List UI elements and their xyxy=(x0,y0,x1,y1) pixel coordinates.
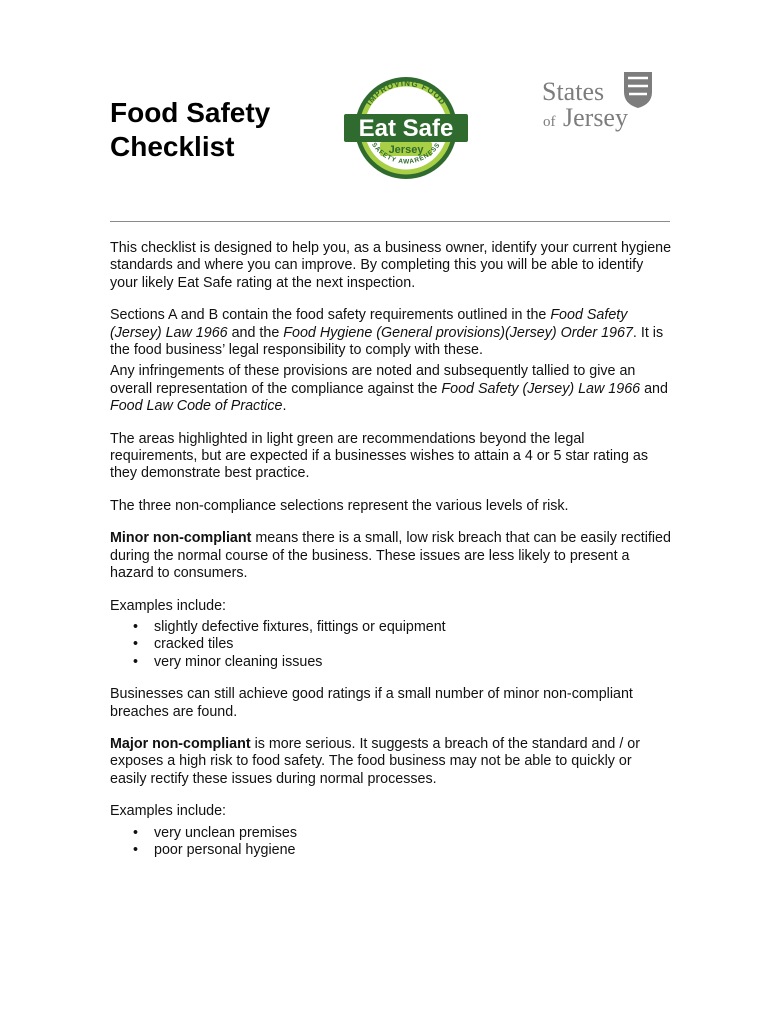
logo-main-text: Eat Safe xyxy=(358,115,454,142)
minor-note-paragraph: Businesses can still achieve good ratings if a small number of minor non-compliant breaches are found. xyxy=(110,686,633,720)
title-line-1: Food Safety xyxy=(110,97,271,128)
sections-paragraph: Sections A and B contain the food safety requirements outlined in the Food Safety (Jersey) Law 1966 and the Food Hygiene (General provisions)(Jersey) Order 1967. It is the food business’ legal responsibility to comply with these. xyxy=(110,307,664,359)
jersey-shield-icon xyxy=(624,72,652,108)
logo-arc-bottom-text: SAFETY AWARENESS xyxy=(370,141,442,166)
states-logo-line-2: Jersey xyxy=(563,103,628,132)
list-item: • very unclean premises xyxy=(133,825,672,842)
logo-sub-text: Jersey xyxy=(388,144,424,156)
order-reference: Food Hygiene (General provisions)(Jersey) Order 1967 xyxy=(283,324,633,341)
body-content xyxy=(110,240,672,874)
highlight-paragraph: The areas highlighted in light green are recommendations beyond the legal requirements, but are expected if a businesses wishes to attain a 4 or 5 star rating as they demonstrate best practice. xyxy=(110,430,649,482)
law-reference: Food Safety (Jersey) Law 1966 xyxy=(441,380,641,397)
examples-label-major: Examples include: xyxy=(110,803,227,820)
list-item: • slightly defective fixtures, fittings or equipment xyxy=(133,619,672,636)
minor-examples-list xyxy=(110,619,672,671)
intro-paragraph: This checklist is designed to help you, as a business owner, identify your current hygiene standards and where you can improve. By completing this you will be able to identify your likely Eat Safe rating at the next inspection. xyxy=(110,240,672,291)
major-definition: Major non-compliant is more serious. It suggests a breach of the standard and / or exposes a high risk to food safety. The food business may not be able to quickly or easily rectify these issues during normal processes. xyxy=(110,735,640,787)
page-title xyxy=(110,96,270,164)
states-logo-of: of xyxy=(543,114,556,130)
major-label: Major non-compliant xyxy=(110,735,251,752)
states-of-jersey-logo xyxy=(540,70,660,134)
title-line-2: Checklist xyxy=(110,131,235,162)
minor-label: Minor non-compliant xyxy=(110,530,252,547)
states-logo-line-1: States xyxy=(542,77,605,106)
list-item: • very minor cleaning issues xyxy=(133,654,672,671)
examples-label-minor: Examples include: xyxy=(110,597,227,614)
minor-definition: Minor non-compliant means there is a small, low risk breach that can be easily rectified during the normal course of the business. These issues are less likely to present a hazard to consumers. xyxy=(110,530,671,582)
code-reference: Food Law Code of Practice xyxy=(110,398,283,415)
infringements-paragraph: Any infringements of these provisions are noted and subsequently tallied to give an overall representation of the compliance against the Food Safety (Jersey) Law 1966 and Food Law Code of Practice. xyxy=(110,363,668,415)
law-reference: Food Safety (Jersey) Law 1966 xyxy=(110,307,628,341)
risk-levels-paragraph: The three non-compliance selections represent the various levels of risk. xyxy=(110,497,569,514)
major-examples-list xyxy=(110,825,672,860)
header-divider xyxy=(110,221,670,222)
eat-safe-jersey-logo xyxy=(342,74,470,182)
list-item: • poor personal hygiene xyxy=(133,842,672,859)
list-item: • cracked tiles xyxy=(133,636,672,653)
logo-arc-top-text: IMPROVING FOOD xyxy=(364,78,448,108)
